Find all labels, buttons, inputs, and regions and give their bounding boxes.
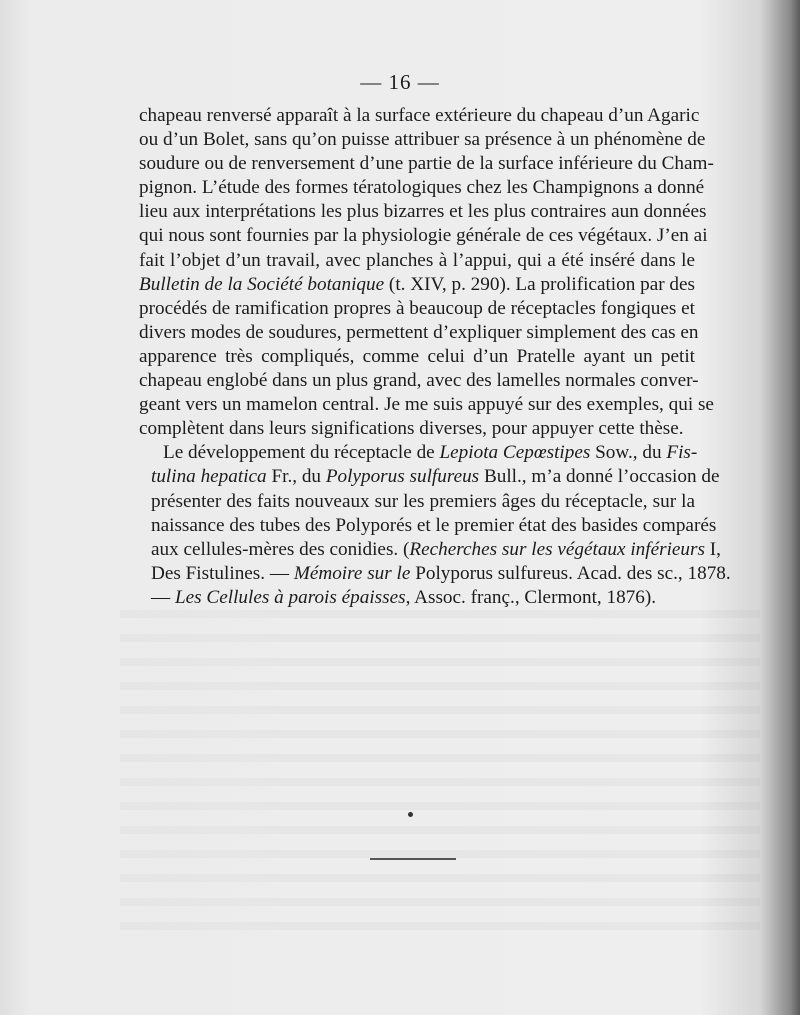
text-line bbox=[139, 249, 695, 273]
text-segment: chapeau englobé dans un plus grand, avec des lamelles normales conver- bbox=[139, 370, 699, 392]
text-line bbox=[139, 273, 695, 297]
text-segment: qui nous sont fournies par la physiologie générale de ces végétaux. J’en ai bbox=[139, 225, 708, 247]
text-segment: fait l’objet d’un travail, avec planches à l’appui, qui a été inséré dans le bbox=[139, 249, 695, 271]
text-segment: apparence très compliqués, comme celui d’un Pratelle ayant un petit bbox=[139, 345, 695, 367]
body-text bbox=[139, 104, 731, 610]
text-line bbox=[139, 393, 714, 417]
ink-dot bbox=[408, 812, 413, 817]
text-line bbox=[139, 224, 708, 248]
text-segment: complètent dans leurs significations diverses, pour appuyer cette thèse. bbox=[139, 418, 684, 440]
text-segment: naissance des tubes des Polyporés et le premier état des basides comparés bbox=[151, 514, 717, 536]
text-line bbox=[139, 369, 699, 393]
italic-text: Mémoire sur le bbox=[293, 562, 411, 584]
italic-text: Recherches sur les végétaux inférieurs bbox=[409, 538, 705, 560]
text-segment: ou d’un Bolet, sans qu’on puisse attribuer sa présence à un phénomène de bbox=[139, 129, 706, 151]
text-line bbox=[139, 176, 705, 200]
text-segment: présenter des faits nouveaux sur les premiers âges du réceptacle, sur la bbox=[151, 490, 695, 512]
bleed-rule bbox=[370, 858, 456, 860]
text-line bbox=[139, 417, 695, 441]
text-segment: Sow., du bbox=[590, 442, 667, 464]
text-line bbox=[139, 128, 706, 152]
text-segment: Bull., m’a donné l’occasion de bbox=[479, 466, 720, 488]
text-line bbox=[139, 104, 700, 128]
text-segment: Fr., du bbox=[266, 466, 326, 488]
text-line bbox=[139, 345, 695, 369]
text-segment: aux cellules-mères des conidies. ( bbox=[151, 538, 410, 560]
italic-text: Polyporus sulfureus bbox=[325, 466, 480, 488]
text-line bbox=[139, 321, 699, 345]
text-line bbox=[139, 465, 720, 489]
text-line bbox=[139, 490, 695, 514]
text-segment: — bbox=[151, 586, 175, 608]
page-number: — 16 — bbox=[360, 70, 440, 94]
text-line bbox=[139, 152, 714, 176]
text-segment: (t. XIV, p. 290). La prolification par des bbox=[384, 273, 695, 295]
italic-text: Fis- bbox=[666, 442, 698, 464]
text-line bbox=[139, 441, 698, 465]
text-segment: soudure ou de renversement d’une partie de la surface inférieure du Cham- bbox=[139, 153, 714, 175]
text-segment: Le développement du réceptacle de bbox=[163, 442, 440, 464]
paragraph bbox=[139, 441, 731, 610]
text-line bbox=[139, 514, 717, 538]
text-line bbox=[139, 538, 721, 562]
italic-text: Les Cellules à parois épaisses bbox=[174, 586, 406, 608]
text-line bbox=[139, 562, 731, 586]
text-line bbox=[139, 200, 707, 224]
text-segment: I, bbox=[704, 538, 721, 560]
text-segment: Polyporus sulfureus. Acad. des sc., 1878. bbox=[410, 562, 731, 584]
text-segment: chapeau renversé apparaît à la surface extérieure du chapeau d’un Agaric bbox=[139, 105, 700, 126]
text-segment: pignon. L’étude des formes tératologiques chez les Champignons a donné bbox=[139, 177, 705, 199]
text-segment: divers modes de soudures, permettent d’expliquer simplement des cas en bbox=[139, 321, 699, 343]
text-segment: Des Fistulines. — bbox=[151, 562, 294, 584]
italic-text: tulina hepatica bbox=[151, 466, 267, 488]
text-segment: , Assoc. franç., Clermont, 1876). bbox=[405, 586, 657, 608]
text-line bbox=[139, 586, 695, 610]
italic-text: Lepiota Cepœstipes bbox=[439, 442, 591, 464]
text-segment: procédés de ramification propres à beaucoup de réceptacles fongiques et bbox=[139, 297, 695, 319]
text-segment: lieu aux interprétations les plus bizarres et les plus contraires aun données bbox=[139, 201, 707, 223]
show-through-text bbox=[120, 610, 760, 940]
paragraph bbox=[139, 104, 714, 441]
italic-text: Bulletin de la Société botanique bbox=[139, 273, 385, 295]
text-segment: geant vers un mamelon central. Je me suis appuyé sur des exemples, qui se bbox=[139, 394, 714, 416]
text-line bbox=[139, 297, 695, 321]
